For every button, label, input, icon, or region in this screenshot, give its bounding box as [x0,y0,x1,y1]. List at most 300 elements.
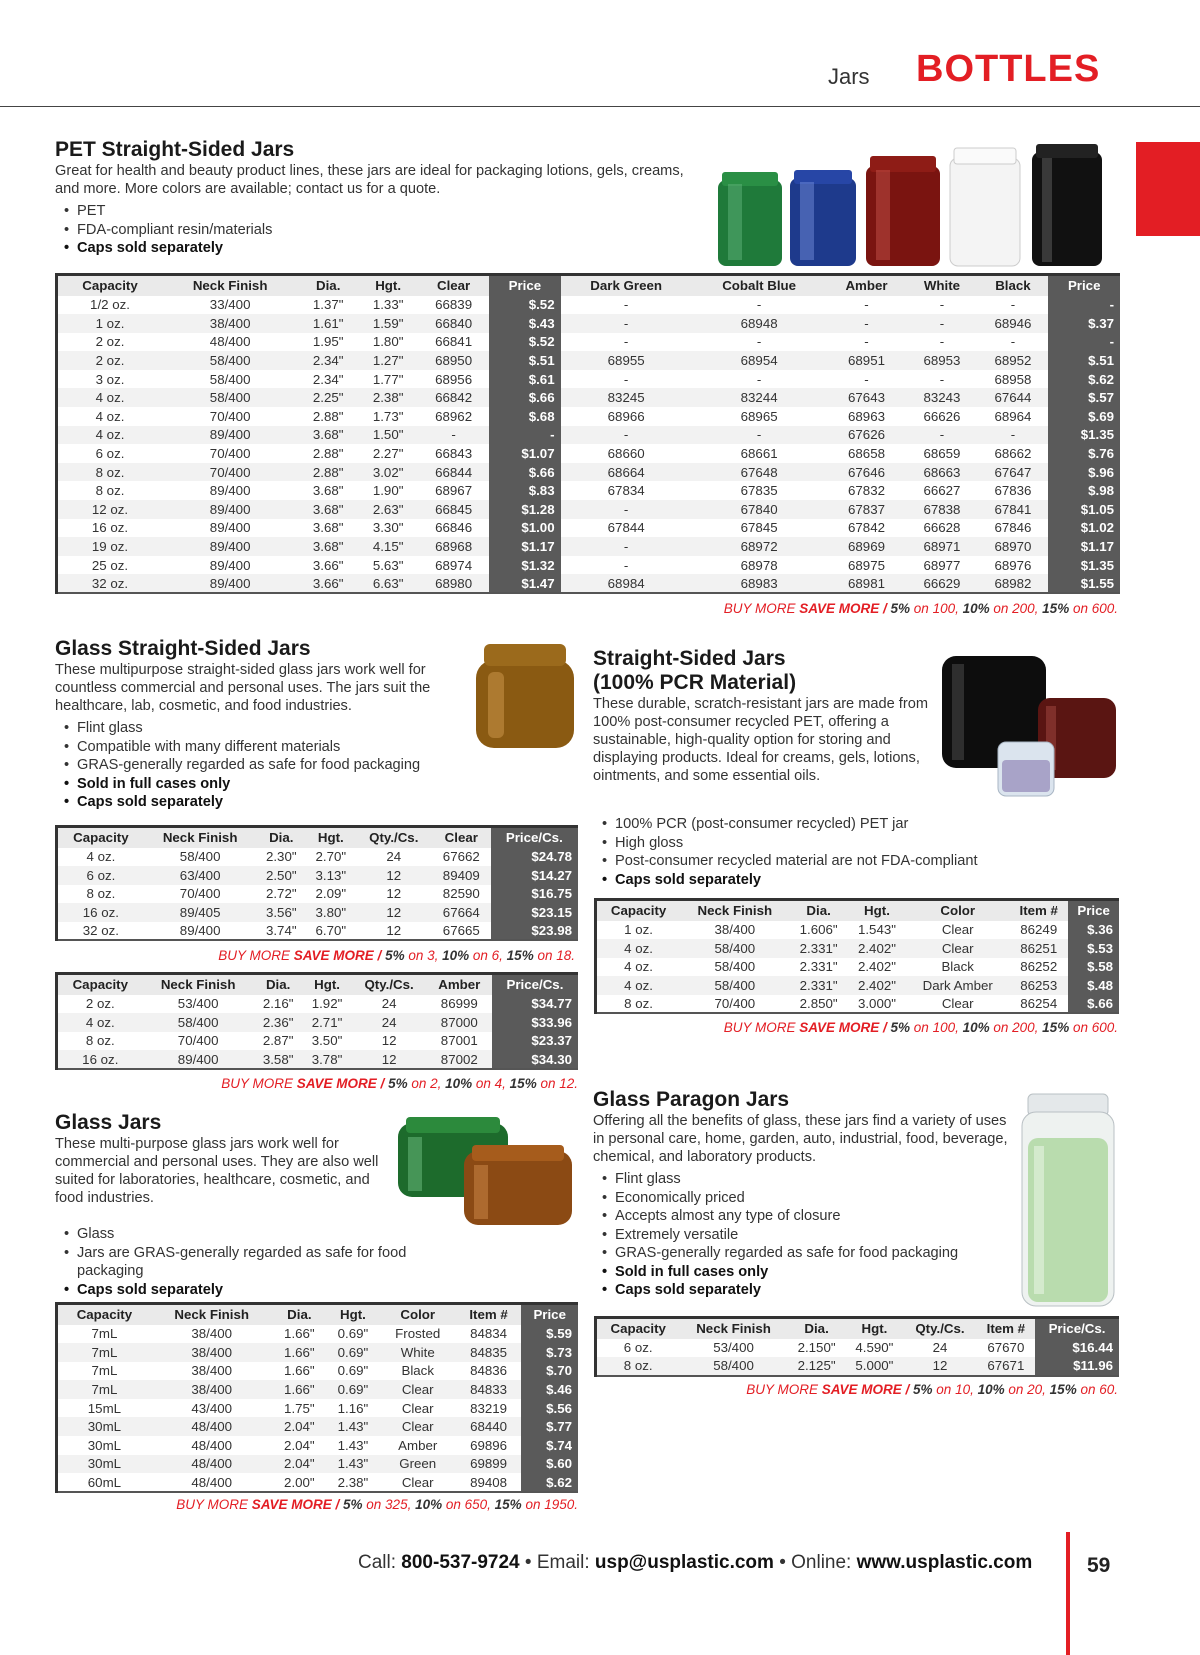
table-cell: 89/400 [179,923,221,939]
table-cell: Clear [401,1400,434,1416]
buy-more-text: 5% [385,948,405,963]
table-cell: 2.34" [312,371,344,387]
table-cell: Clear [380,1380,456,1399]
table-row [57,444,1121,463]
table-cell: 48/400 [191,1474,233,1490]
table-cell: $24.78 [491,848,578,867]
table-cell: 2.70" [315,849,347,865]
buy-more-text: 10% [962,601,990,616]
buy-more-text: 10% [445,1076,473,1091]
table-cell: 4.15" [358,537,418,556]
table-cell: 4 oz. [596,939,681,958]
bullet-item: • Sold in full cases only [55,775,475,794]
table-cell: - [561,426,692,445]
phone-number[interactable]: 800-537-9724 [401,1552,520,1573]
gpj-desc: Offering all the benefits of glass, these jars find a variety of uses in personal care, home, garden, auto, industrial, food, beverage, chemical, and laboratory products. [593,1113,1008,1165]
table-cell: $.46 [521,1380,578,1399]
bullet-item: • Flint glass [55,719,475,738]
glass-jars-image [396,1115,576,1229]
buy-more-text: 10% [415,1497,443,1512]
buy-more-text: / [331,1497,344,1512]
table-cell: 4 oz. [624,959,653,975]
table-cell: 12 [356,903,432,922]
table-cell: - [623,297,629,313]
table-cell: $.66 [489,388,561,407]
table-cell: 67643 [827,388,907,407]
table-cell: - [1010,334,1016,350]
gpj-section [593,1088,1013,1300]
table-cell: 68956 [435,371,473,387]
table-cell: 2.402" [848,976,906,995]
table-cell: 58/400 [680,976,789,995]
buy-more-text: on 200, [989,601,1043,616]
table-row [57,463,1121,482]
table-cell: 68954 [692,351,827,370]
table-cell: 1.43" [326,1417,380,1436]
column-header: Neck Finish [143,974,254,995]
table-row [596,976,1120,995]
table-cell: 68661 [740,446,778,462]
table-cell: 3.13" [306,866,356,885]
column-header: Item # [456,1304,522,1325]
table-cell: 67840 [692,500,827,519]
table-cell: - [827,314,907,333]
table-cell: $1.35 [1048,556,1120,575]
table-cell: 3.68" [298,426,358,445]
buy-more-text: on 200, [989,1020,1043,1035]
column-header: Amber [827,275,907,296]
table-row [57,1417,579,1436]
email-link[interactable]: usp@usplastic.com [594,1552,774,1573]
table-cell: 33/400 [209,297,251,313]
table-cell: 6 oz. [95,446,125,462]
buy-more-text: 5% [913,1382,933,1397]
table-cell: 87001 [440,1033,478,1049]
column-header: Dark Green [561,275,692,296]
table-row [596,921,1120,940]
table-cell: $.68 [489,407,561,426]
buy-more-text: on 2, [407,1076,446,1091]
column-header: Dia. [256,827,306,848]
table-cell: 67644 [977,388,1048,407]
pet-section [55,138,695,258]
table-row [57,407,1121,426]
gpj-bullets [593,1170,1013,1300]
table-cell: $1.32 [489,556,561,575]
buy-more-text: on 6, [469,948,507,963]
table-cell: 16 oz. [57,903,144,922]
table-cell: 68440 [456,1417,522,1436]
bullet-item: • Jars are GRAS-generally regarded as safe for food packaging [55,1244,415,1281]
table-cell: 48/400 [191,1437,233,1453]
table-row [57,426,1121,445]
table-cell: 0.69" [326,1380,380,1399]
column-header: Neck Finish [144,827,257,848]
table-cell: 70/400 [179,886,221,902]
table-cell: - [864,297,869,313]
table-cell: 3.66" [312,557,344,573]
table-cell: 53/400 [177,996,219,1012]
table-cell: 68971 [906,537,977,556]
table-cell: 24 [386,849,402,865]
table-cell: 8 oz. [624,996,653,1012]
header-divider [0,106,1200,107]
table-cell: 8 oz. [95,483,125,499]
table-cell: 12 [356,866,432,885]
table-cell: 68955 [561,351,692,370]
table-cell: - [561,537,692,556]
table-cell: 6.70" [315,923,347,939]
gj-desc: These multi-purpose glass jars work well for commercial and personal uses. They are also well suited for laboratories, healthcare, cosmetic, and food industries. [55,1136,379,1206]
buy-more-text: SAVE MORE [296,1076,377,1091]
table-cell: 1.95" [312,334,344,350]
column-header: White [906,275,977,296]
table-cell: 1.66" [273,1380,327,1399]
table-cell: 1.543" [857,922,896,938]
table-cell: 0.69" [337,1363,369,1379]
amber-glass-jar-image [470,640,580,752]
table-cell: 67664 [432,903,491,922]
table-cell: $.56 [521,1399,578,1418]
table-cell: 68948 [692,314,827,333]
table-cell: 16 oz. [91,520,129,536]
table-cell: 2 oz. [85,996,115,1012]
column-header: Hgt. [306,827,356,848]
column-header: Price/Cs. [1035,1318,1119,1339]
table-cell: 25 oz. [91,557,129,573]
pcr-section [593,647,933,785]
bullet-item: • Compatible with many different materials [55,738,475,757]
table-cell: 2.38" [337,1474,369,1490]
table-row [57,574,1121,593]
buy-more-text: on 1950. [521,1497,578,1512]
column-header: Capacity [57,827,144,848]
table-cell: Dark Amber [906,976,1009,995]
table-cell: - [756,297,762,313]
table-cell: 89/400 [162,500,298,519]
email-label: • Email: [519,1552,595,1573]
table-cell: 58/400 [209,371,251,387]
column-header: Cobalt Blue [692,275,827,296]
table-row [57,556,1121,575]
call-label: Call: [358,1552,402,1573]
table-cell: 1.80" [372,334,404,350]
column-header: Dia. [254,974,303,995]
table-cell: 48/400 [151,1455,273,1474]
table-cell: $.52 [489,333,561,352]
table-cell: 1.92" [311,996,343,1012]
buy-more-text: / [376,1076,389,1091]
table-cell: 67670 [987,1340,1025,1356]
pet-table [55,273,1120,594]
table-cell: 16 oz. [57,1050,143,1069]
table-row [57,866,579,885]
table-cell: 1.27" [358,351,418,370]
buy-more-text: on 18. [533,948,575,963]
table-cell: 67846 [994,520,1032,536]
table-row [57,370,1121,389]
table-row [57,1032,579,1051]
table-cell: 68663 [906,463,977,482]
table-cell: 68962 [435,408,473,424]
table-cell: 3.68" [298,500,358,519]
table-cell: 67626 [827,426,907,445]
table-cell: $1.28 [489,500,561,519]
table-cell: 2.331" [789,976,847,995]
buy-more-text: 15% [506,948,534,963]
table-cell: 86249 [1020,922,1058,938]
paragon-jar-image [1018,1092,1118,1310]
table-cell: 89/400 [209,557,251,573]
table-cell: 58/400 [679,1357,787,1376]
table-cell: $16.75 [491,885,578,904]
table-cell: 1.66" [284,1363,315,1379]
table-cell: 89/400 [162,426,298,445]
table-cell: 2.125" [788,1357,846,1376]
column-header: Amber [427,974,492,995]
table-cell: 1.66" [273,1343,327,1362]
table-cell: $.96 [1048,463,1120,482]
column-header: Item # [977,1318,1035,1339]
table-cell: 3.58" [254,1050,303,1069]
table-row [57,1380,579,1399]
table-cell: - [1048,296,1120,315]
pet-buy-more [724,601,1118,616]
bullet-item: • Caps sold separately [55,1281,415,1300]
table-cell: 66628 [923,520,961,536]
table-row [57,1343,579,1362]
gj-bullets [55,1225,415,1299]
buy-more-text: / [879,1020,891,1035]
table-cell: 67832 [848,483,885,499]
bullet-item: • Extremely versatile [593,1226,1013,1245]
table-cell: 2.00" [284,1474,315,1490]
table-cell: - [1010,297,1016,313]
table-cell: 53/400 [713,1340,754,1356]
pcr-table [594,898,1119,1014]
table-cell: Frosted [395,1326,441,1342]
gj-title: Glass Jars [55,1111,162,1134]
table-cell: - [939,334,945,350]
table-cell: 68958 [994,371,1032,387]
buy-more-text: 15% [1049,1382,1077,1397]
column-header: Dia. [273,1304,327,1325]
table-cell: 67845 [740,520,778,536]
pet-desc: Great for health and beauty product lines, these jars are ideal for packaging lotions, gels, creams, and more. More colors are available; contact us for a quote. [55,163,684,197]
table-row [57,848,579,867]
table-cell: 38/400 [162,314,298,333]
table-cell: 83243 [906,388,977,407]
table-cell: 2.72" [265,886,297,902]
buy-more-text: on 3, [404,948,443,963]
column-header: Black [977,275,1048,296]
column-header: Qty./Cs. [356,827,432,848]
table-cell: 4 oz. [57,1013,143,1032]
table-cell: 1.37" [312,297,344,313]
table-cell: 60mL [87,1474,122,1490]
table-cell: Clear [941,996,974,1012]
table-cell: $1.02 [1048,519,1120,538]
table-cell: 68662 [994,446,1032,462]
table-cell: 68951 [827,351,907,370]
bullet-item: • GRAS-generally regarded as safe for food packaging [55,756,475,775]
table-cell: 2.34" [298,351,358,370]
table-cell: 5.63" [372,557,404,573]
table-cell: 87002 [427,1050,492,1069]
table-cell: - [623,371,629,387]
table-cell: 2.04" [273,1455,327,1474]
table-cell: 2.38" [358,388,418,407]
table-row [57,296,1121,315]
table-cell: 12 oz. [57,500,163,519]
buy-more-text: 10% [442,948,470,963]
table-cell: 2.16" [262,996,294,1012]
table-cell: 68964 [994,408,1032,424]
table-cell: - [561,500,692,519]
table-cell: 67835 [740,483,778,499]
table-row [596,939,1120,958]
gssj-desc: These multipurpose straight-sided glass jars work well for countless commercial and personal uses. The jars suit the healthcare, lab, cosmetic, and food industries. [55,662,431,714]
buy-more-text: BUY MORE [176,1497,252,1512]
buy-more-text: 5% [343,1497,363,1512]
table-cell: 68963 [848,408,885,424]
table-cell: $1.00 [489,519,561,538]
table-cell: 68974 [435,557,473,573]
page-number: 59 [1087,1554,1111,1577]
table-cell: 66839 [435,297,473,313]
bullet-item: • High gloss [593,834,1113,853]
table-cell: 68975 [848,557,885,573]
table-cell: $.74 [521,1436,578,1455]
table-cell: 70/400 [162,463,298,482]
table-row [57,481,1121,500]
column-header: Price/Cs. [491,827,578,848]
table-cell: $.58 [1068,958,1119,977]
table-row [57,1362,579,1381]
column-header: Capacity [57,974,143,995]
table-cell: 1.59" [358,314,418,333]
bullet-item: • Post-consumer recycled material are not FDA-compliant [593,852,1113,871]
column-header: Capacity [57,275,163,296]
table-cell: $1.35 [1048,426,1120,445]
online-label: • Online: [773,1552,857,1573]
table-cell: 3 oz. [95,371,125,387]
table-cell: $1.07 [489,444,561,463]
table-cell: 1.33" [372,297,404,313]
table-cell: $.60 [521,1455,578,1474]
pcr-jars-image [938,650,1120,798]
table-row [57,1325,579,1344]
table-cell: 68984 [561,574,692,593]
buy-more-text: 10% [962,1020,990,1035]
table-cell: 58/400 [179,849,221,865]
table-cell: - [623,557,629,573]
table-cell: 2.71" [303,1013,352,1032]
table-cell: Amber [398,1437,438,1453]
table-cell: - [939,297,945,313]
table-cell: 8 oz. [596,1357,680,1376]
table-cell: 15mL [87,1400,122,1416]
table-cell: 68952 [977,351,1048,370]
table-cell: 2.25" [298,388,358,407]
column-header: Price [1048,275,1120,296]
table-cell: 12 [903,1357,976,1376]
table-cell: $11.96 [1035,1357,1119,1376]
table-row [57,922,579,941]
gpj-title: Glass Paragon Jars [593,1088,790,1111]
table-cell: 68950 [418,351,489,370]
buy-more-text: / [901,1382,914,1397]
table-cell: - [864,334,869,350]
website-link[interactable]: www.usplastic.com [856,1552,1033,1573]
table-cell: 84833 [456,1380,522,1399]
footer-divider [1066,1532,1070,1655]
table-cell: 67844 [607,520,645,536]
table-cell: 68980 [418,574,489,593]
table-cell: 66845 [418,500,489,519]
table-cell: 1 oz. [57,314,163,333]
table-cell: $1.05 [1048,500,1120,519]
buy-more-text: SAVE MORE [821,1382,902,1397]
table-cell: 68664 [561,463,692,482]
table-cell: 58/400 [162,351,298,370]
table-cell: 2.331" [789,939,847,958]
table-cell: 2 oz. [95,334,125,350]
table-cell: 67671 [977,1357,1035,1376]
buy-more-text: 5% [890,1020,911,1035]
gpj-buy-more [746,1382,1118,1397]
buy-more-text: / [373,948,386,963]
table-cell: 4 oz. [596,976,681,995]
table-cell: 86999 [440,996,478,1012]
table-row [596,1339,1120,1358]
table-cell: 12 [386,923,402,939]
gpj-table [594,1316,1119,1377]
table-cell: $.61 [489,370,561,389]
table-cell: 68967 [435,483,473,499]
table-row [57,1436,579,1455]
pet-jars-image [712,144,1130,268]
buy-more-text: 10% [977,1382,1005,1397]
bullet-item: • Sold in full cases only [593,1263,1013,1282]
buy-more-text: BUY MORE [723,601,800,616]
table-cell: $.51 [489,351,561,370]
column-header: Hgt. [358,275,418,296]
table-cell: $1.47 [489,574,561,593]
table-cell: 3.02" [358,463,418,482]
gssj-clear-buy-more [218,948,575,963]
table-cell: 68969 [827,537,907,556]
bullet-item: • Caps sold separately [593,871,1113,890]
table-cell: 4 oz. [95,408,125,424]
table-cell: 32 oz. [82,923,120,939]
table-cell: $33.96 [492,1013,578,1032]
table-cell: 2.850" [799,996,838,1012]
column-header: Dia. [298,275,358,296]
table-cell: 68968 [418,537,489,556]
table-cell: 24 [381,996,397,1012]
buy-more-text: on 60. [1076,1382,1118,1397]
table-cell: 68660 [607,446,645,462]
buy-more-text: BUY MORE [723,1020,800,1035]
column-header: Price [521,1304,578,1325]
buy-more-text: on 20, [1004,1382,1050,1397]
table-cell: $.51 [1048,351,1120,370]
table-cell: 70/400 [209,446,251,462]
table-cell: $.37 [1048,314,1120,333]
buy-more-text: on 650, [442,1497,495,1512]
table-cell: 68983 [692,574,827,593]
